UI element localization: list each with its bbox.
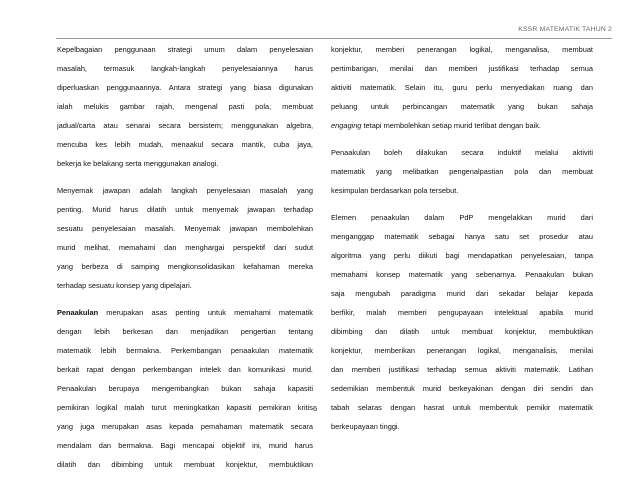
header-rule <box>56 38 612 39</box>
text-line: matematik yang melibatkan pengenalpastian pola dan membuat <box>331 167 593 176</box>
text-line: penting. Murid harus dilatih untuk menyemak jawapan terhadap <box>57 205 313 214</box>
text-line: dengan lebih berkesan dan menjadikan pengertian tentang <box>57 327 313 336</box>
paragraph-checking-answers <box>57 185 313 291</box>
text-line: aktiviti matematik. Selain itu, guru perlu menyediakan ruang dan <box>331 83 593 92</box>
text-line: Kepelbagaian penggunaan strategi umum dalam penyelesaian <box>57 45 313 54</box>
text-line: Penaakulan boleh dilakukan secara induktif melalui aktiviti <box>331 148 593 157</box>
text-line: ialah melukis gambar rajah, mengenal pasti pola, membuat <box>57 102 313 111</box>
page-number: 6 <box>313 404 318 413</box>
text-line: dilatih dan dibimbing untuk membuat konjektur, membuktikan <box>57 460 313 469</box>
text-line: menganggap matematik sebagai hanya satu set prosedur atau <box>331 232 593 241</box>
paragraph-reasoning <box>57 307 313 470</box>
text-line: diperluaskan penggunaannya. Antara strategi yang biasa digunakan <box>57 83 313 92</box>
text-line: peluang untuk perbincangan matematik yang bukan sahaja <box>331 102 593 111</box>
text-line: masalah, termasuk langkah-langkah penyelesaiannya harus <box>57 64 313 73</box>
text-line: jadual/carta atau senarai secara bersistem; menggunakan algebra, <box>57 121 313 130</box>
right-column <box>331 44 593 440</box>
text-line: dan memberi justifikasi terhadap semua aktiviti matematik. Latihan <box>331 365 593 374</box>
text-line: bekerja ke belakang serta menggunakan analogi. <box>57 159 219 168</box>
text-line: berfikir, malah memberi pengupayaan intelektual apabila murid <box>331 308 593 317</box>
text-line: konjektur, memberikan penerangan logikal, menganalisis, menilai <box>331 346 593 355</box>
text-line: yang juga merupakan asas kepada pemahaman matematik secara <box>57 422 313 431</box>
text-line: sedemikian membentuk murid berkeyakinan dengan diri sendiri dan <box>331 384 593 393</box>
left-column <box>57 44 313 478</box>
text-line: algoritma yang perlu diikuti bagi mendapatkan penyelesaian, tanpa <box>331 251 593 260</box>
paragraph-inductive <box>331 147 593 196</box>
text-line: memahami konsep matematik yang sebenarnya. Penaakulan bukan <box>331 270 593 279</box>
text-line: pemikiran logikal malah turut meningkatkan kapasiti pemikiran kritis <box>57 403 313 412</box>
text-line: kesimpulan berdasarkan pola tersebut. <box>331 186 459 195</box>
term-penaakulan: Penaakulan <box>57 308 99 317</box>
term-engaging: engaging <box>331 121 362 130</box>
text-line: murid melihat, memahami dan menghargai perspektif dari sudut <box>57 243 313 252</box>
text-line: sesuatu penyelesaian masalah. Menyemak jawapan membolehkan <box>57 224 313 233</box>
text-line: mencuba kes lebih mudah, menaakul secara mantik, cuba jaya, <box>57 140 313 149</box>
text-line: pertimbangan, menilai dan memberi justifikasi terhadap semua <box>331 64 593 73</box>
paragraph-reasoning-element <box>331 212 593 432</box>
text-fragment: tetapi membolehkan setiap murid terlibat dengan baik. <box>361 121 541 130</box>
text-line: saja mengubah paradigma murid dari sekadar belajar kepada <box>331 289 593 298</box>
text-fragment: merupakan asas penting untuk memahami matematik <box>98 308 313 317</box>
text-line: dibimbing dan dilatih untuk membuat konjektur, membuktikan <box>331 327 593 336</box>
paragraph-conjecture <box>331 44 593 131</box>
text-line: tabah selaras dengan hasrat untuk membentuk pemikir matematik <box>331 403 593 412</box>
paragraph-strategies <box>57 44 313 169</box>
text-line: berkait rapat dengan perkembangan intelek dan komunikasi murid. <box>57 365 313 374</box>
text-line: yang berbeza di samping mengkonsolidasikan kefahaman mereka <box>57 262 313 271</box>
text-line: mendalam dan bermakna. Bagi mencapai objektif ini, murid harus <box>57 441 313 450</box>
text-line <box>57 307 313 318</box>
text-line: Menyemak jawapan adalah langkah penyelesaian masalah yang <box>57 186 313 195</box>
text-line: Elemen penaakulan dalam PdP mengelakkan murid dari <box>331 213 593 222</box>
text-line: terhadap sesuatu konsep yang dipelajari. <box>57 281 192 290</box>
text-line: matematik lebih bermakna. Perkembangan penaakulan matematik <box>57 346 313 355</box>
text-line: konjektur, memberi penerangan logikal, menganalisa, membuat <box>331 45 593 54</box>
text-line: berkeupayaan tinggi. <box>331 422 400 431</box>
running-header: KSSR MATEMATIK TAHUN 2 <box>518 26 612 33</box>
text-line <box>331 120 593 131</box>
text-line: Penaakulan berupaya mengembangkan bukan sahaja kapasiti <box>57 384 313 393</box>
